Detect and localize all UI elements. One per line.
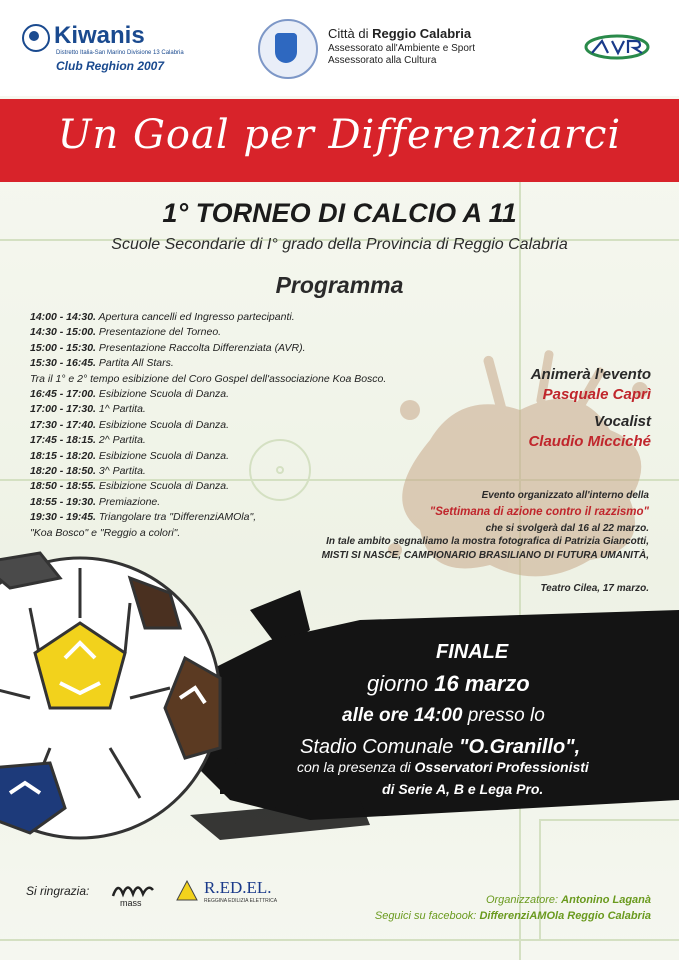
mass-sponsor-name: mass	[120, 898, 142, 908]
organizer: Organizzatore: Antonino Laganà	[485, 894, 651, 906]
redel-logo-icon	[176, 880, 198, 902]
thanks-label: Si ringrazia:	[26, 884, 90, 898]
program-row: 17:00 - 17:30. 1^ Partita.	[30, 403, 146, 416]
soccer-ball-icon	[0, 548, 230, 848]
city-crest-icon	[258, 19, 318, 79]
program-row: 16:45 - 17:00. Esibizione Scuola di Danza.	[30, 388, 230, 401]
event-exhibition-title: MISTI SI NASCE, CAMPIONARIO BRASILIANO DI FUTURA UMANITÀ,	[321, 550, 649, 561]
finale-stadium: Stadio Comunale "O.Granillo",	[300, 736, 581, 758]
vocalist-name: Claudio Micciché	[528, 433, 651, 450]
program-row: "Koa Bosco" e "Reggio a colori".	[30, 526, 181, 539]
tournament-title: 1° TORNEO DI CALCIO A 11	[162, 198, 517, 228]
finale-series: di Serie A, B e Lega Pro.	[382, 781, 544, 797]
finale-presence: con la presenza di Osservatori Professionisti	[297, 759, 589, 775]
host-label: Animerà l'evento	[530, 366, 651, 383]
program-row: 18:15 - 18:20. Esibizione Scuola di Danza.	[30, 449, 230, 462]
avr-logo-icon	[584, 32, 650, 62]
program-row: 17:30 - 17:40. Esibizione Scuola di Danza.	[30, 418, 230, 431]
event-note-line: In tale ambito segnaliamo la mostra fotografica di Patrizia Giancotti,	[326, 536, 649, 547]
program-heading: Programma	[275, 272, 404, 298]
redel-sponsor-name: R.ED.EL.	[204, 878, 272, 897]
finale-time: alle ore 14:00 presso lo	[342, 705, 545, 726]
program-row: 17:45 - 18:15. 2^ Partita.	[30, 434, 146, 447]
facebook-page: Seguici su facebook: DifferenziAMOla Reggio Calabria	[374, 910, 651, 922]
header	[0, 0, 679, 96]
program-row: 14:00 - 14:30. Apertura cancelli ed Ingresso partecipanti.	[30, 311, 295, 323]
program-row: 18:20 - 18:50. 3^ Partita.	[30, 465, 146, 478]
kiwanis-name: Kiwanis	[54, 22, 145, 49]
program-list	[30, 310, 470, 541]
finale-date: giorno 16 marzo	[367, 671, 530, 696]
city-name: Città di Reggio Calabria	[328, 26, 472, 41]
banner-title: Un Goal per Differenziarci	[57, 112, 622, 158]
redel-sponsor-subtitle: REGGINA EDILIZIA ELETTRICA	[204, 898, 278, 904]
tournament-subtitle: Scuole Secondarie di I° grado della Provincia di Reggio Calabria	[111, 236, 568, 253]
host-name: Pasquale Caprì	[542, 386, 651, 403]
kiwanis-logo-icon	[22, 24, 50, 52]
program-row: 14:30 - 15:00. Presentazione del Torneo.	[30, 326, 222, 339]
finale-title: FINALE	[436, 641, 509, 663]
event-note-line: che si svolgerà dal 16 al 22 marzo.	[485, 523, 649, 534]
vocalist-label: Vocalist	[594, 413, 651, 430]
kiwanis-district: Distretto Italia-San Marino Divisione 13 Calabria	[56, 50, 184, 56]
program-row: 15:00 - 15:30. Presentazione Raccolta Differenziata (AVR).	[30, 341, 306, 354]
event-note-line: Evento organizzato all'interno della	[481, 490, 649, 501]
kiwanis-club: Club Reghion 2007	[56, 59, 165, 73]
event-note-line: Teatro Cilea, 17 marzo.	[540, 583, 649, 594]
city-dept-cultura: Assessorato alla Cultura	[328, 55, 437, 66]
program-row: Tra il 1° e 2° tempo esibizione del Coro Gospel dell'associazione Koa Bosco.	[30, 372, 387, 385]
city-dept-ambiente: Assessorato all'Ambiente e Sport	[328, 43, 475, 54]
program-row: 18:55 - 19:30. Premiazione.	[30, 495, 161, 508]
program-row: 15:30 - 16:45. Partita All Stars.	[30, 357, 174, 370]
program-row: 18:50 - 18:55. Esibizione Scuola di Danza.	[30, 480, 230, 493]
program-row: 19:30 - 19:45. Triangolare tra "DifferenziAMOla",	[30, 511, 257, 524]
event-week-title: "Settimana di azione contro il razzismo"	[429, 506, 649, 518]
